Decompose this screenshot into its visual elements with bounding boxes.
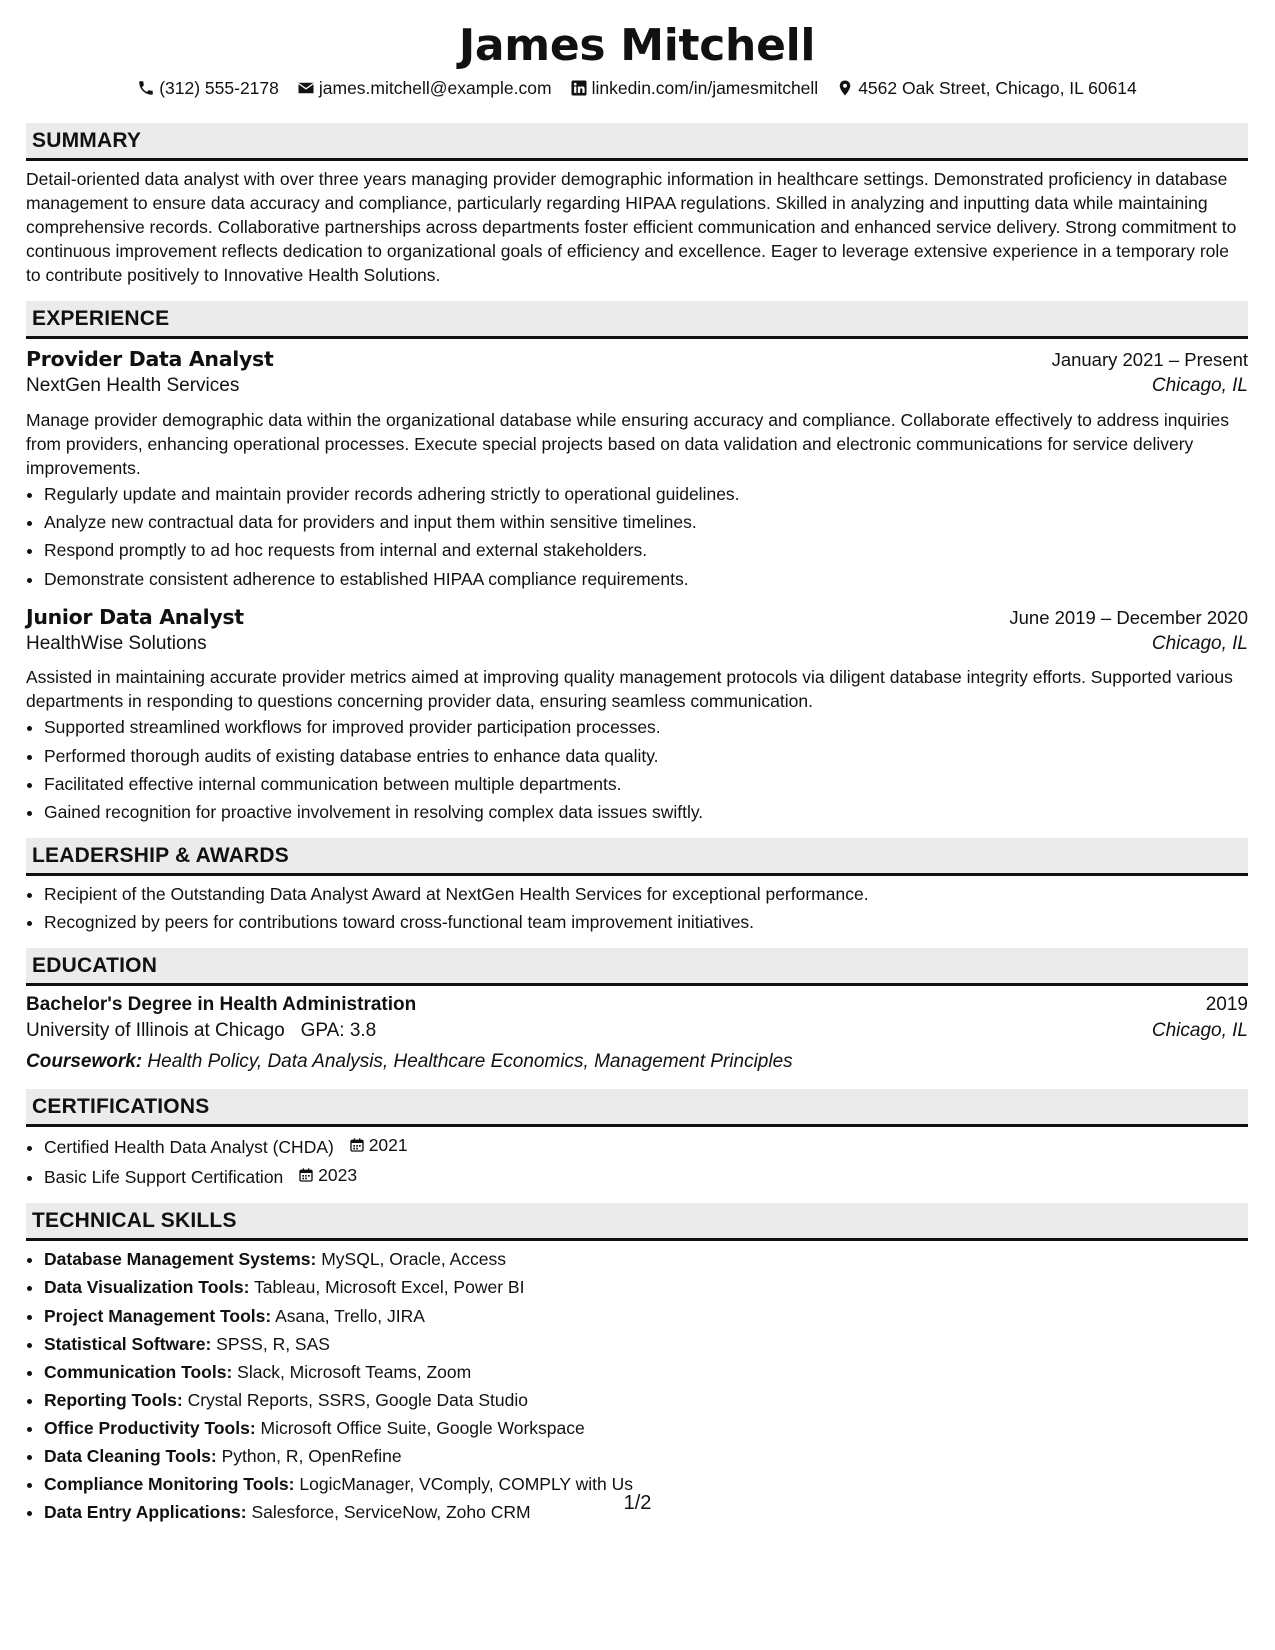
- list-item: • Analyze new contractual data for providers and input them within sensitive timelines.: [44, 510, 1248, 534]
- job-entry: [26, 603, 1248, 824]
- contact-linkedin[interactable]: [570, 76, 819, 100]
- skill-label: Reporting Tools:: [44, 1389, 183, 1410]
- skill-value: SPSS, R, SAS: [216, 1333, 330, 1354]
- list-item: [44, 1133, 1248, 1159]
- skill-label: Statistical Software:: [44, 1333, 212, 1354]
- list-item: • Regularly update and maintain provider records adhering strictly to operational guidelines.: [44, 482, 1248, 506]
- contact-email[interactable]: [297, 76, 552, 100]
- job-company-row: [26, 373, 1248, 399]
- linkedin-link[interactable]: linkedin.com/in/jamesmitchell: [591, 78, 819, 99]
- school-name: University of Illinois at Chicago: [26, 1020, 285, 1042]
- job-header-row: [26, 603, 1248, 631]
- list-item: • Performed thorough audits of existing database entries to enhance data quality.: [44, 744, 1248, 768]
- envelope-icon: [297, 79, 315, 97]
- skill-value: LogicManager, VComply, COMPLY with Us: [299, 1474, 633, 1495]
- skill-label: Data Visualization Tools:: [44, 1277, 250, 1298]
- skill-label: Compliance Monitoring Tools:: [44, 1474, 295, 1495]
- cert-year-text: 2021: [368, 1134, 408, 1155]
- skill-value: MySQL, Oracle, Access: [321, 1249, 506, 1270]
- job-title: Provider Data Analyst: [26, 347, 274, 372]
- list-item: [44, 1388, 1248, 1412]
- job-bullets: [26, 715, 1248, 824]
- certifications-heading: CERTIFICATIONS: [26, 1089, 1248, 1127]
- map-pin-icon: [836, 79, 854, 97]
- candidate-name: James Mitchell: [458, 20, 816, 71]
- job-entry: [26, 345, 1248, 590]
- page-number: 1/2: [623, 1492, 652, 1514]
- list-item: [44, 1332, 1248, 1356]
- list-item: [44, 1360, 1248, 1384]
- list-item: • Recognized by peers for contributions toward cross-functional team improvement initiatives.: [44, 910, 1248, 934]
- school-line: [26, 1018, 376, 1044]
- certifications-list: [26, 1133, 1248, 1189]
- experience-heading: EXPERIENCE: [26, 301, 1248, 339]
- cert-name: Basic Life Support Certification: [44, 1167, 284, 1188]
- cert-year: [349, 1133, 408, 1157]
- cert-name: Certified Health Data Analyst (CHDA): [44, 1136, 334, 1157]
- skill-label: Database Management Systems:: [44, 1249, 317, 1270]
- list-item: • Respond promptly to ad hoc requests from internal and external stakeholders.: [44, 538, 1248, 562]
- email-link[interactable]: james.mitchell@example.com: [318, 78, 552, 99]
- graduation-year: 2019: [1205, 994, 1248, 1016]
- list-item: • Recipient of the Outstanding Data Analyst Award at NextGen Health Services for exceptional performance.: [44, 882, 1248, 906]
- contact-bar: [26, 76, 1248, 100]
- job-location: Chicago, IL: [1151, 632, 1248, 654]
- job-description: Assisted in maintaining accurate provider metrics aimed at improving quality management protocols via diligent database integrity efforts. Supported various departments in responding to questions concerning provider data, ensuring seamless communication.: [26, 667, 1233, 712]
- job-company-row: [26, 631, 1248, 657]
- coursework-label: Coursework:: [26, 1050, 143, 1072]
- list-item: [44, 1275, 1248, 1299]
- skill-label: Data Entry Applications:: [44, 1502, 247, 1523]
- skill-value: Slack, Microsoft Teams, Zoom: [237, 1361, 472, 1382]
- job-dates: June 2019 – December 2020: [1009, 606, 1248, 628]
- skills-list: [26, 1247, 1248, 1524]
- gpa: GPA: 3.8: [300, 1020, 377, 1042]
- list-item: [44, 1444, 1248, 1468]
- leadership-heading: LEADERSHIP & AWARDS: [26, 838, 1248, 876]
- leadership-list: [26, 882, 1248, 934]
- skill-label: Communication Tools:: [44, 1361, 233, 1382]
- linkedin-icon: [570, 79, 588, 97]
- address-text: 4562 Oak Street, Chicago, IL 60614: [858, 78, 1137, 99]
- phone-text: (312) 555-2178: [159, 78, 279, 99]
- job-company: NextGen Health Services: [26, 375, 240, 397]
- job-company: HealthWise Solutions: [26, 632, 207, 654]
- coursework-list: Health Policy, Data Analysis, Healthcare Economics, Management Principles: [147, 1050, 793, 1072]
- job-dates: January 2021 – Present: [1051, 349, 1248, 371]
- list-item: [44, 1416, 1248, 1440]
- contact-address: [836, 76, 1137, 100]
- skills-heading: TECHNICAL SKILLS: [26, 1203, 1248, 1241]
- list-item: • Demonstrate consistent adherence to established HIPAA compliance requirements.: [44, 567, 1248, 591]
- summary-text: Detail-oriented data analyst with over three years managing provider demographic information in healthcare settings. Demonstrated proficiency in database management to ensure data accuracy and compliance, particularly regarding HIPAA regulations. Skilled in analyzing and inputting data while maintaining comprehensive records. Collaborative partnerships across departments foster efficient communication and enhanced service delivery. Strong commitment to continuous improvement reflects dedication to organizational goals of efficiency and excellence. Eager to leverage extensive experience in a temporary role to contribute positively to Innovative Health Solutions.: [26, 168, 1237, 286]
- calendar-icon: [298, 1167, 314, 1183]
- skill-label: Project Management Tools:: [44, 1305, 272, 1326]
- job-bullets: [26, 482, 1248, 591]
- phone-icon: [137, 79, 155, 97]
- job-location: Chicago, IL: [1151, 375, 1248, 397]
- skill-value: Crystal Reports, SSRS, Google Data Studio: [187, 1389, 528, 1410]
- list-item: • Supported streamlined workflows for improved provider participation processes.: [44, 715, 1248, 739]
- list-item: [44, 1163, 1248, 1189]
- coursework: [26, 1049, 1248, 1075]
- resume-page: [26, 18, 1248, 1529]
- education-school-row: [26, 1018, 1248, 1044]
- skill-value: Tableau, Microsoft Excel, Power BI: [254, 1277, 525, 1298]
- education-header-row: [26, 992, 1248, 1018]
- calendar-icon: [349, 1137, 365, 1153]
- school-location: Chicago, IL: [1151, 1020, 1248, 1042]
- degree-title: Bachelor's Degree in Health Administration: [26, 994, 417, 1016]
- skill-value: Asana, Trello, JIRA: [275, 1305, 425, 1326]
- skill-value: Python, R, OpenRefine: [221, 1446, 402, 1467]
- summary-heading: SUMMARY: [26, 123, 1248, 161]
- list-item: [44, 1304, 1248, 1328]
- skill-value: Microsoft Office Suite, Google Workspace: [260, 1418, 585, 1439]
- job-header-row: [26, 345, 1248, 373]
- skill-label: Data Cleaning Tools:: [44, 1446, 217, 1467]
- job-title: Junior Data Analyst: [26, 604, 244, 629]
- list-item: • Gained recognition for proactive involvement in resolving complex data issues swiftly.: [44, 800, 1248, 824]
- skill-value: Salesforce, ServiceNow, Zoho CRM: [251, 1502, 531, 1523]
- cert-year-text: 2023: [318, 1165, 358, 1186]
- job-description: Manage provider demographic data within the organizational database while ensuring accuracy and compliance. Collaborate effectively to address inquiries from providers, enhancing operational processes. Execute special projects based on data validation and electronic communications for service delivery improvements.: [26, 409, 1230, 478]
- list-item: • Facilitated effective internal communication between multiple departments.: [44, 772, 1248, 796]
- cert-year: [298, 1163, 357, 1187]
- contact-phone: [137, 76, 279, 100]
- list-item: [44, 1247, 1248, 1271]
- education-heading: EDUCATION: [26, 948, 1248, 986]
- skill-label: Office Productivity Tools:: [44, 1418, 256, 1439]
